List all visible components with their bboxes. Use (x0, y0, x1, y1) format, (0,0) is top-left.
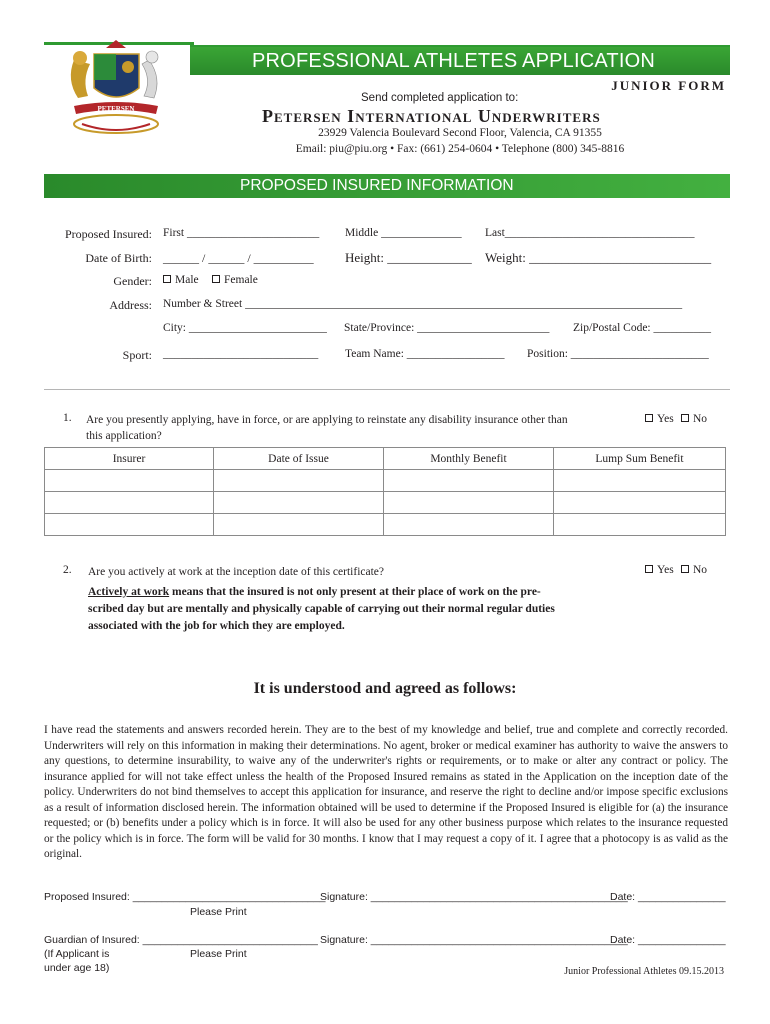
state-field[interactable]: State/Province: _______________________ (344, 322, 550, 334)
form-footer-version: Junior Professional Athletes 09.15.2013 (564, 966, 724, 977)
definition-line-2: scribed day but are mentally and physically capable of carrying out their normal regular duties (88, 603, 555, 615)
address-label: Address: (109, 298, 152, 312)
q2-yes-option[interactable] (645, 564, 674, 576)
other-insurance-table (44, 447, 726, 536)
definition-line-3: associated with the job for which they are employed. (88, 620, 345, 632)
under-age-note: under age 18) (44, 962, 110, 974)
q1-yes-checkbox[interactable] (645, 414, 653, 422)
date-2-field[interactable]: Date: _______________ (610, 934, 726, 946)
sport-field[interactable]: ___________________________ (163, 348, 319, 360)
col-insurer: Insurer (45, 448, 214, 470)
table-row (45, 492, 726, 514)
question-1-line-2: this application? (86, 430, 162, 442)
question-2-number: 2. (63, 564, 72, 576)
company-contact: Email: piu@piu.org • Fax: (661) 254-0604 • Telephone (800) 345-8816 (295, 143, 625, 155)
col-date-of-issue: Date of Issue (214, 448, 384, 470)
gender-label: Gender: (113, 274, 152, 288)
table-header-row (45, 448, 726, 470)
weight-field[interactable]: Weight: ____________________________ (485, 250, 712, 265)
q2-no-checkbox[interactable] (681, 565, 689, 573)
guardian-print-field[interactable]: Guardian of Insured: ______________________________ (44, 934, 318, 946)
street-field[interactable]: Number & Street ____________________________________________________________________________ (163, 298, 683, 310)
q1-yes-label: Yes (657, 413, 674, 425)
dob-label: Date of Birth: (85, 251, 152, 265)
position-field[interactable]: Position: ________________________ (527, 348, 709, 360)
question-1-text (86, 412, 568, 444)
middle-name-field[interactable]: Middle ______________ (345, 227, 462, 239)
q2-yes-label: Yes (657, 564, 674, 576)
proposed-insured-label: Proposed Insured: (65, 227, 152, 241)
please-print-1: Please Print (190, 906, 247, 918)
title-top-rule (190, 45, 730, 47)
agreement-body: I have read the statements and answers recorded herein. They are to the best of my knowledge and belief, true and complete and correctly recorded. Underwriters will rely on this information in making their determinations. No agent, broker or medical examiner has authority to waive the answers to any questions, to determine insurability, to waive any of the underwriter's rights or requirements, or to make or alter any contract or policy. The insurance applied for will not take effect unless the health of the Proposed Insured remains as stated in the Application on the inception date of the policy. Underwriters do not bind themselves to accept this application for insurance, and reserve the right to decline and/or impose specific exclusions as a result of information disclosed herein. The information obtained will be used to determine if the Proposed Insured is eligible for (a) the insurance requested; or (b) benefits under a policy which is in force. It will also be used for any other business purpose which relates to the insurance requested or the policy which is in force. The form will be valid for 30 months. I know that I may request a copy of it. I agree that a photocopy is as valid as the original. (44, 724, 728, 860)
crest-banner-text: PETERSEN (97, 105, 135, 113)
team-name-field[interactable]: Team Name: _________________ (345, 348, 505, 360)
section-proposed-insured: PROPOSED INSURED INFORMATION (44, 174, 730, 198)
please-print-2: Please Print (190, 948, 247, 960)
company-name: Petersen International Underwriters (262, 106, 601, 126)
q1-yes-option[interactable] (645, 413, 674, 425)
question-1-line-1: Are you presently applying, have in force, or are applying to reinstate any disability insurance other than (86, 414, 568, 426)
company-crest-logo (44, 40, 194, 140)
q2-yes-checkbox[interactable] (645, 565, 653, 573)
table-row (45, 470, 726, 492)
question-1-number: 1. (63, 412, 72, 424)
last-name-field[interactable]: Last_________________________________ (485, 227, 695, 239)
q1-no-option[interactable] (681, 413, 707, 425)
if-applicant-note: (If Applicant is (44, 948, 110, 960)
dob-field[interactable]: ______ / ______ / __________ (163, 251, 314, 265)
col-lump-sum-benefit: Lump Sum Benefit (554, 448, 726, 470)
form-title: PROFESSIONAL ATHLETES APPLICATION (190, 47, 730, 75)
send-to-label: Send completed application to: (361, 92, 519, 104)
form-type-label: JUNIOR FORM (611, 78, 726, 93)
female-checkbox[interactable] (212, 275, 220, 283)
q1-no-checkbox[interactable] (681, 414, 689, 422)
male-checkbox[interactable] (163, 275, 171, 283)
actively-at-work-definition (88, 584, 578, 635)
city-field[interactable]: City: ________________________ (163, 322, 327, 334)
question-2-text: Are you actively at work at the inception date of this certificate? (88, 566, 385, 578)
female-label: Female (224, 274, 258, 286)
q2-no-label: No (693, 564, 708, 576)
section-divider (44, 389, 730, 390)
q2-no-option[interactable] (681, 564, 707, 576)
first-name-field[interactable]: First _______________________ (163, 227, 320, 239)
definition-line-1: means that the insured is not only present at their place of work on the pre- (169, 586, 541, 598)
gender-male-option[interactable] (163, 274, 199, 286)
agreement-heading: It is understood and agreed as follows: (253, 680, 517, 697)
gender-female-option[interactable] (212, 274, 258, 286)
proposed-insured-print-field[interactable]: Proposed Insured: _________________________________ (44, 891, 326, 903)
definition-term: Actively at work (88, 586, 170, 598)
sport-label: Sport: (122, 348, 152, 362)
signature-1-field[interactable]: Signature: ____________________________________________ (320, 891, 628, 903)
q1-no-label: No (693, 413, 708, 425)
height-field[interactable]: Height: _____________ (345, 250, 472, 265)
date-1-field[interactable]: Date: _______________ (610, 891, 726, 903)
male-label: Male (175, 274, 199, 286)
table-row (45, 514, 726, 536)
col-monthly-benefit: Monthly Benefit (384, 448, 554, 470)
zip-field[interactable]: Zip/Postal Code: __________ (573, 322, 711, 334)
signature-2-field[interactable]: Signature: ____________________________________________ (320, 934, 628, 946)
company-address: 23929 Valencia Boulevard Second Floor, Valencia, CA 91355 (318, 127, 602, 139)
